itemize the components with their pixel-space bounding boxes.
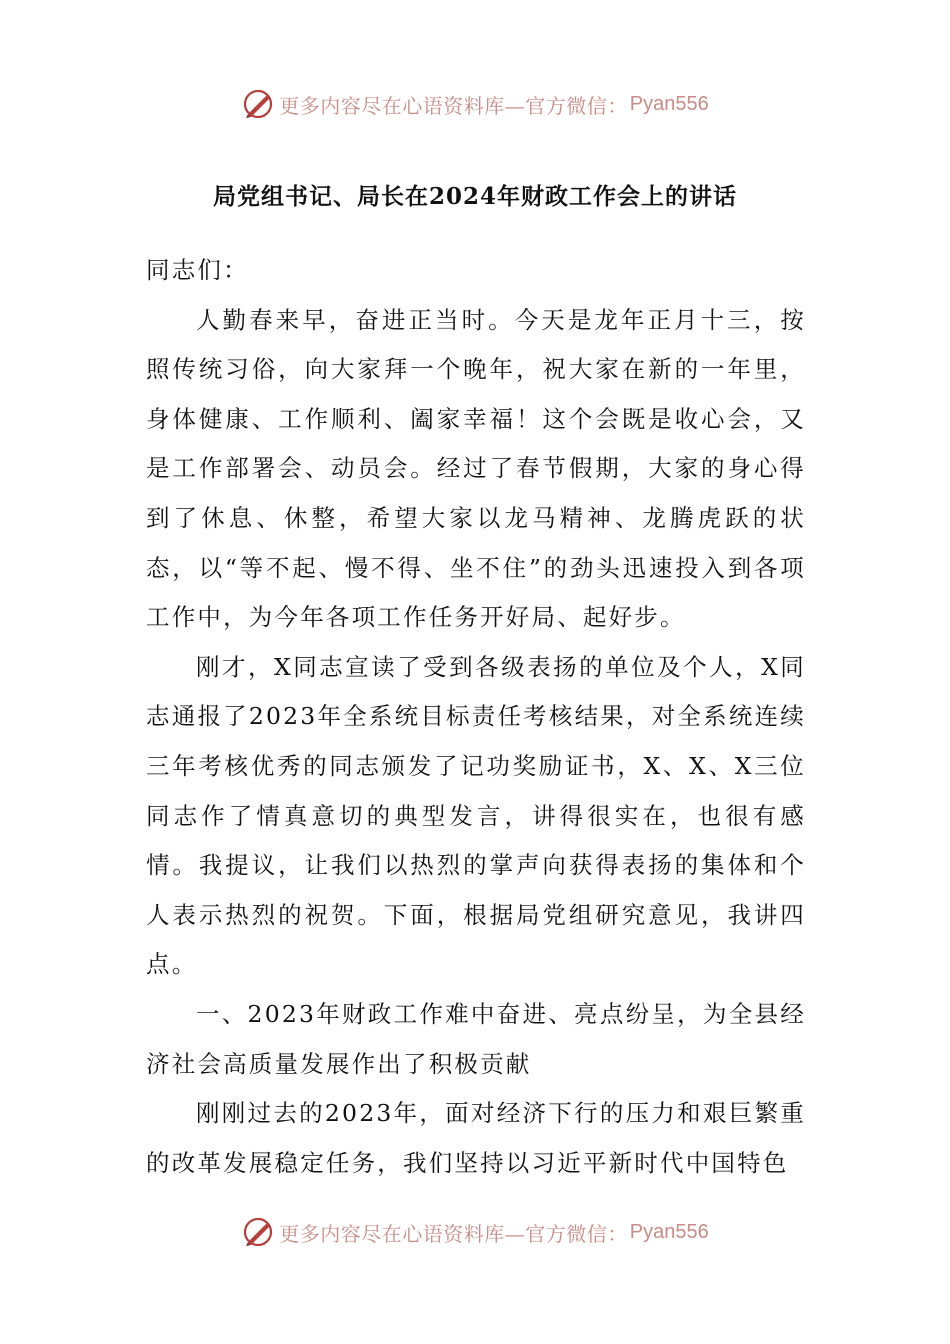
header-watermark	[0, 84, 950, 124]
document-body	[146, 246, 806, 1188]
paragraph: 刚才，X同志宣读了受到各级表扬的单位及个人，X同志通报了2023年全系统目标责任考核结果，对全系统连续三年考核优秀的同志颁发了记功奖励证书，X、X、X三位同志作了情真意切的典型发言，讲得很实在，也很有感情。我提议，让我们以热烈的掌声向获得表扬的集体和个人表示热烈的祝贺。下面，根据局党组研究意见，我讲四点。	[146, 652, 806, 979]
paragraph: 人勤春来早，奋进正当时。今天是龙年正月十三，按照传统习俗，向大家拜一个晚年，祝大家在新的一年里，身体健康、工作顺利、阖家幸福！这个会既是收心会，又是工作部署会、动员会。经过了春节假期，大家的身心得到了休息、休整，希望大家以龙马精神、龙腾虎跃的状态，以“等不起、慢不得、坐不住”的劲头迅速投入到各项工作中，为今年各项工作任务开好局、起好步。	[146, 305, 806, 632]
watermark-wechat-id: Pyan556	[629, 1220, 709, 1243]
salutation: 同志们：	[146, 256, 249, 284]
pen-logo-icon	[241, 1215, 275, 1249]
watermark-wechat-id: Pyan556	[629, 92, 709, 115]
paragraph: 刚刚过去的2023年，面对经济下行的压力和艰巨繁重的改革发展稳定任务，我们坚持以习近平新时代中国特色	[146, 1099, 806, 1177]
footer-watermark	[0, 1212, 950, 1252]
watermark-text: 更多内容尽在心语资料库—官方微信：	[279, 93, 628, 118]
watermark-text: 更多内容尽在心语资料库—官方微信：	[279, 1221, 628, 1246]
pen-logo-icon	[241, 87, 275, 121]
section-heading: 一、2023年财政工作难中奋进、亮点纷呈，为全县经济社会高质量发展作出了积极贡献	[146, 999, 806, 1078]
document-title: 局党组书记、局长在2024年财政工作会上的讲话	[212, 183, 737, 210]
